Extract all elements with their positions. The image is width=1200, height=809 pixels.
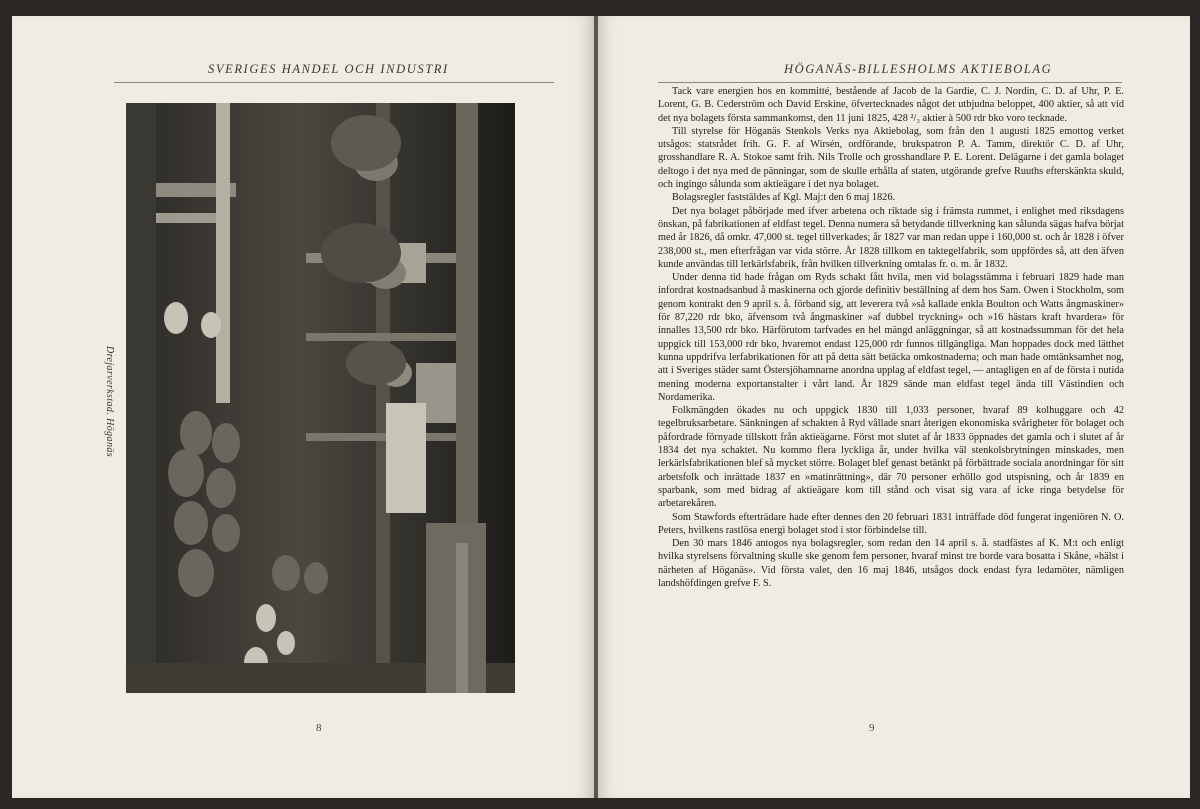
paragraph: Som Stawfords efterträdare hade efter dennes den 20 februari 1831 inträffade död fungerat ingeniören N. O. Peters, hvilkens rastlösa energi bolaget stod i stor förbindelse till.: [658, 511, 1124, 536]
left-header-rule: [114, 82, 554, 83]
paragraph: Folkmängden ökades nu och uppgick 1830 till 1,033 personer, hvaraf 89 kolhuggare och 42 tegelbruksarbetare. Sänkningen af schakten å Ryd vållade snart återigen ekonomiska svårigheter för bolaget och påfordrade förnyade tillskott från aktieägarne. Först mot slutet af år 1833 öppnades det gamla och i slutet af år 1834 det nya schaktet. Nu kommo flera lyckliga år, under hvilka väl stenkolsbrytningen minskades, men lerkärlsfabrikationen blef så mycket större. Bolaget blef genast betänkt på förbättrade sociala anordningar för sitt arbetsfolk och inrättade 1837 en »matinrättning», där 70 personer erhöllo god utspisning, och år 1839 en sparbank, som med bidrag af aktieägare kom till stånd och visat sig vara af icke ringa betydelse för arbetarekåren.: [658, 405, 1124, 510]
paragraph: Bolagsregler faststäldes af Kgl. Maj:t den 6 maj 1826.: [672, 192, 896, 204]
body-text: [658, 85, 1124, 590]
right-header-rule: [658, 82, 1122, 83]
right-page-number: 9: [869, 722, 875, 734]
paragraph: Under denna tid hade frågan om Ryds schakt fått hvila, men vid bolagsstämma i februari 1829 hade man infordrat kostnadsanbud å maskinerna och gjorde definitiv beställning af dem hos Sam. Owen i Stockholm, som genom kontrakt den 9 april s. å. förband sig, att leverera två »så kallade enkla Boulton och Watts ångmaskiner» för 87,220 rdr bko, äfvensom två ångmaskiner »af dubbel tryckning» och »16 hästars kraft hvardera» för innalles 13,500 rdr bko. Härförutom tarfvades en hel mängd anläggningar, så att kostnadssumman för det hela uppgick till 153,000 rdr bko, hvaremot endast 125,000 rdr funnos tillgängliga. Man hoppades dock med lätthet kunna uppdrifva lerfabrikationen för att på detta sätt betäcka omkostnaderna; och man hade omtänksamhet nog, att i Sveriges städer samt Östersjöhamnarne anordna upplag af eldfast tegel, — antagligen en af de första i nutida mening moderna exportanstalter i vårt land. År 1829 sände man eldfast tegel ända till Västindien och Nordamerika.: [658, 272, 1124, 403]
paragraph: Den 30 mars 1846 antogos nya bolagsregler, som redan den 14 april s. å. stadfästes af K. M:t och enligt hvilka styrelsens förvaltning skulle ske genom fem personer, hvaraf minst tre borde vara bosatta i Skåne, »hälst i närheten af Höganäs». Vid första valet, den 16 maj 1846, utsågos dock endast fyra ledamöter, nämligen landshöfdingen grefve F. S.: [658, 538, 1124, 589]
right-page: [598, 16, 1190, 798]
left-page-number: 8: [316, 722, 322, 734]
workshop-photograph: [126, 103, 515, 693]
paragraph: Det nya bolaget påbörjade med ifver arbetena och riktade sig i främsta rummet, i enlighet med riksdagens önskan, på fabrikationen af eldfast tegel. Denna numera så betydande tillverkning kan sålunda sägas hafva börjat med år 1826, då omkr. 47,000 st. tegel tillverkades; år 1827 var man redan uppe i 160,000 st. och år 1828 i öfver 238,000 st., men efterfrågan var vida större. År 1828 tillkom en taktegelfabrik, som uppfördes så, att den äfven kunde användas till lerkärlsfabrik, från hvilken tillverkning omtalas fr. o. m. år 1832.: [658, 205, 1124, 270]
left-running-head: SVERIGES HANDEL OCH INDUSTRI: [208, 62, 449, 76]
workshop-photo-image: [126, 103, 515, 693]
left-page: [12, 16, 594, 798]
paragraph: Tack vare energien hos en kommitté, bestående af Jacob de la Gardie, C. J. Nordin, C. D. af Uhr, P. E. Lorent, G. B. Cederström och David Erskine, öfvertecknades något det utbjudna beloppet, 400 aktier, så att vid det nya bolagets första sammankomst, den 11 juni 1825, 428 ²/₃ aktier à 500 rdr bko voro tecknade.: [658, 86, 1124, 124]
paragraph: Till styrelse för Höganäs Stenkols Verks nya Aktiebolag, som från den 1 augusti 1825 emottog verket utsågos: statsrådet frih. G. F. af Wirsén, ordförande, brukspatron P. A. Tamm, direktör C. D. af Uhr, grosshandlare R. A. Stokoe samt frih. Nils Trolle och grosshandlare P. E. Lorent. Delägarne i det gamla bolaget deltogo i det nya med de pänningar, som de skulle erhålla af staten, utgörande grefve Ruuths efterskänkta skuld, och ingingo sålunda som aktieägare i det nya bolaget.: [658, 125, 1124, 191]
photo-caption: Drejarverkstad. Höganäs: [104, 346, 115, 458]
right-running-head: HÖGANÄS-BILLESHOLMS AKTIEBOLAG: [784, 62, 1053, 76]
